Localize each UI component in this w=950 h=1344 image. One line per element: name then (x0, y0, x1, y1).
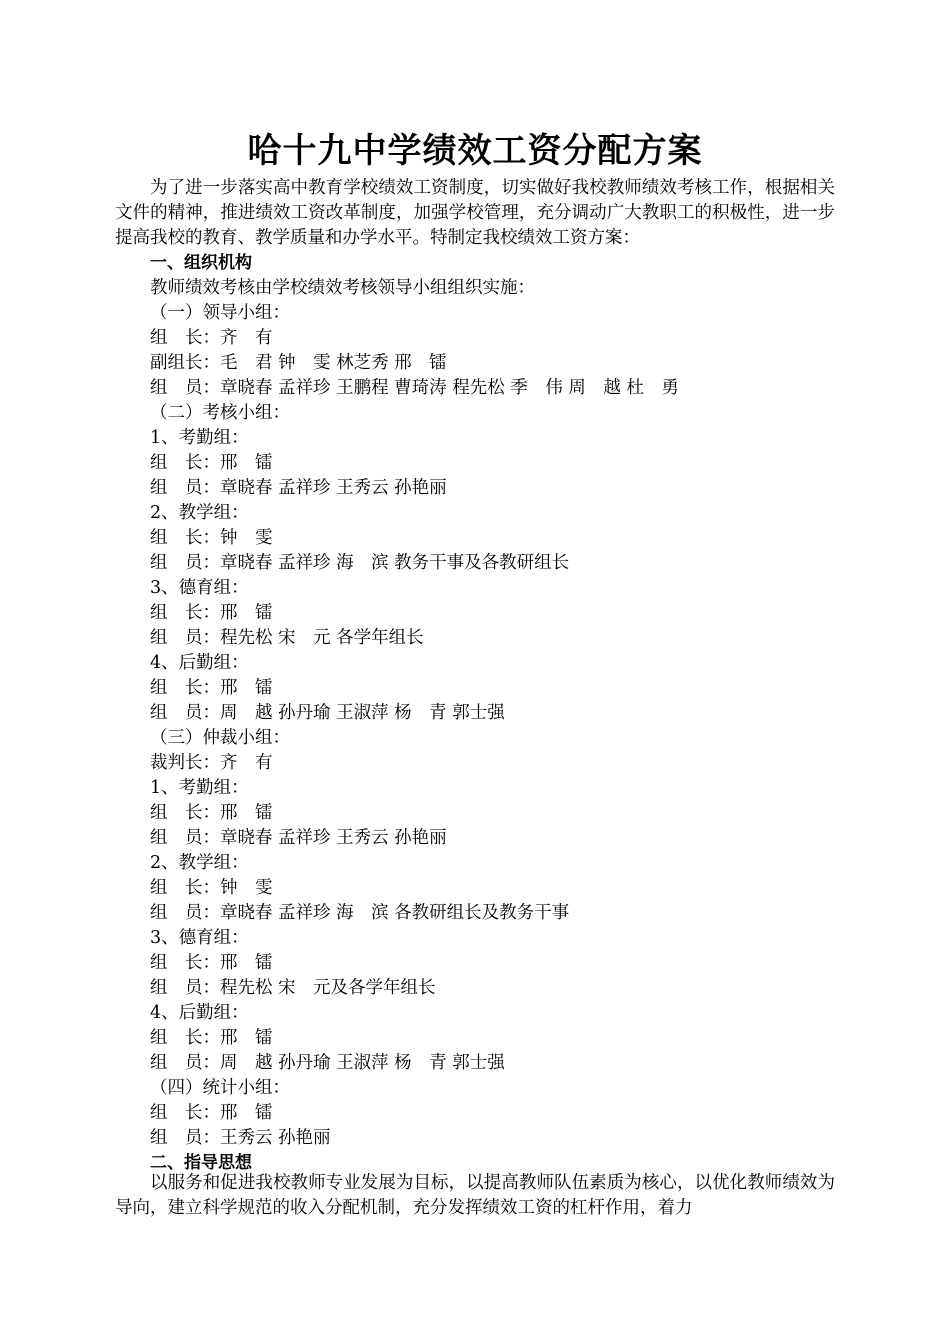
document-line: 组 员：章晓春 孟祥珍 王秀云 孙艳丽 (150, 478, 447, 498)
document-line: 2、教学组： (150, 853, 249, 873)
document-line: 组 员：程先松 宋 元及各学年组长 (150, 978, 436, 998)
document-line: 组 长：邢 镭 (150, 953, 273, 973)
document-line: 3、德育组： (150, 578, 249, 598)
document-line: 组 长：邢 镭 (150, 1103, 273, 1123)
document-line: 组 员：章晓春 孟祥珍 王鹏程 曹琦涛 程先松 季 伟 周 越 杜 勇 (150, 378, 679, 398)
document-title: 哈十九中学绩效工资分配方案 (247, 131, 703, 171)
document-line: 裁判长：齐 有 (150, 753, 273, 773)
document-line: （二）考核小组： (150, 403, 290, 423)
document-line: 副组长：毛 君 钟 雯 林芝秀 邢 镭 (150, 353, 447, 373)
document-line: 2、教学组： (150, 503, 249, 523)
document-line: 组 长：钟 雯 (150, 878, 273, 898)
guiding-paragraph: 以服务和促进我校教师专业发展为目标，以提高教师队伍素质为核心，以优化教师绩效为导向，建立科学规范的收入分配机制，充分发挥绩效工资的杠杆作用，着力 (115, 1173, 835, 1218)
section-heading: 一、组织机构 (150, 253, 252, 273)
document-line: 组 员：章晓春 孟祥珍 海 滨 教务干事及各教研组长 (150, 553, 570, 573)
document-line: 组 长：钟 雯 (150, 528, 273, 548)
document-line: 组 长：齐 有 (150, 328, 273, 348)
document-line: 组 员：章晓春 孟祥珍 海 滨 各教研组长及教务干事 (150, 903, 570, 923)
document-line: 组 员：章晓春 孟祥珍 王秀云 孙艳丽 (150, 828, 447, 848)
document-line: 组 员：程先松 宋 元 各学年组长 (150, 628, 424, 648)
document-line: 4、后勤组： (150, 1003, 249, 1023)
document-line: 组 员：周 越 孙丹瑜 王淑萍 杨 青 郭士强 (150, 1053, 505, 1073)
document-line: 组 长：邢 镭 (150, 1028, 273, 1048)
intro-paragraph: 为了进一步落实高中教育学校绩效工资制度，切实做好我校教师绩效考核工作，根据相关文件的精神，推进绩效工资改革制度，加强学校管理，充分调动广大教职工的积极性，进一步提高我校的教育、教学质量和办学水平。特制定我校绩效工资方案： (115, 178, 835, 248)
document-line: （三）仲裁小组： (150, 728, 290, 748)
organization-list (150, 251, 850, 1176)
document-line: （一）领导小组： (150, 303, 290, 323)
document-line: 教师绩效考核由学校绩效考核领导小组组织实施： (150, 278, 535, 298)
document-line: 组 员：王秀云 孙艳丽 (150, 1128, 331, 1148)
document-line: 组 长：邢 镭 (150, 603, 273, 623)
document-line: 组 长：邢 镭 (150, 803, 273, 823)
document-line: 1、考勤组： (150, 778, 249, 798)
document-line: 3、德育组： (150, 928, 249, 948)
document-line: 组 长：邢 镭 (150, 453, 273, 473)
document-line: （四）统计小组： (150, 1078, 290, 1098)
document-line: 4、后勤组： (150, 653, 249, 673)
document-line: 组 员：周 越 孙丹瑜 王淑萍 杨 青 郭士强 (150, 703, 505, 723)
document-line: 组 长：邢 镭 (150, 678, 273, 698)
section-heading: 二、指导思想 (150, 1153, 252, 1173)
document-line: 1、考勤组： (150, 428, 249, 448)
